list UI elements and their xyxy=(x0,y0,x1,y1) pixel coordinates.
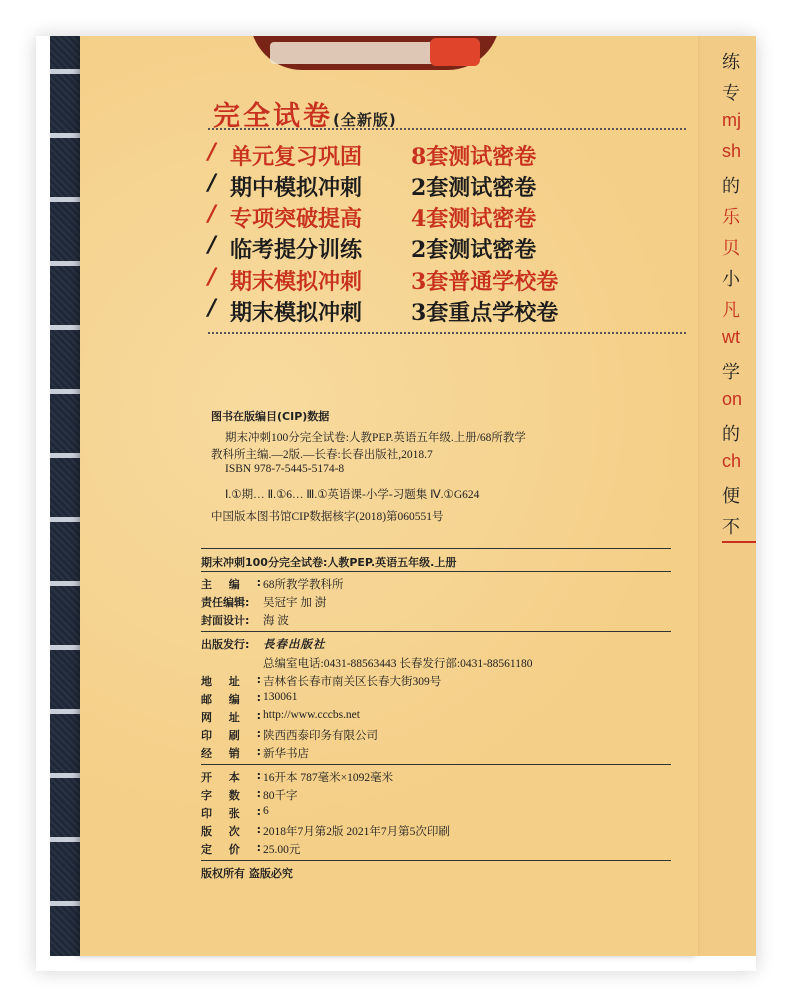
catalog-item: / 期末模拟冲刺 3套重点学校卷 xyxy=(208,296,559,326)
side-char: 凡 xyxy=(722,300,740,320)
side-char: 小 xyxy=(722,269,740,289)
rule xyxy=(201,860,671,861)
catalog-item: / 专项突破提高 4套测试密卷 xyxy=(208,202,537,232)
edition-label: (全新版) xyxy=(333,111,397,129)
cip-classification: Ⅰ.①期… Ⅱ.①6… Ⅲ.①英语课-小学-习题集 Ⅳ.①G624 xyxy=(225,489,480,501)
rule xyxy=(201,571,671,572)
side-char: wt xyxy=(722,327,740,347)
side-char: 的 xyxy=(722,176,740,196)
rule xyxy=(201,631,671,632)
side-char: on xyxy=(722,389,743,409)
side-char: 练 xyxy=(722,52,740,72)
catalog-item: / 期末模拟冲刺 3套普通学校卷 xyxy=(208,265,559,295)
side-divider xyxy=(722,541,756,543)
side-char: sh xyxy=(722,141,742,161)
side-char: 学 xyxy=(722,362,740,382)
adjacent-book-page xyxy=(696,36,756,956)
side-char: mj xyxy=(722,110,741,130)
catalog-item: / 临考提分训练 2套测试密卷 xyxy=(208,233,537,263)
catalog-item: / 单元复习巩固 8套测试密卷 xyxy=(208,140,537,170)
dotted-divider xyxy=(208,332,686,334)
cip-line: 期末冲刺100分完全试卷:人教PEP.英语五年级.上册/68所教学 xyxy=(225,432,526,444)
copyright-notice: 版权所有 盗版必究 xyxy=(201,867,293,880)
cover-banner-logo xyxy=(250,36,500,70)
side-char: 便 xyxy=(722,486,740,506)
dotted-divider xyxy=(208,128,686,130)
side-char: 专 xyxy=(722,83,740,103)
rule xyxy=(201,548,671,549)
side-char: 的 xyxy=(722,424,740,444)
book-title: 期末冲刺100分完全试卷:人教PEP.英语五年级.上册 xyxy=(201,556,457,569)
side-char: 乐 xyxy=(722,207,740,227)
catalog-title: 完全试卷(全新版) xyxy=(213,101,397,132)
side-char: ch xyxy=(722,451,742,471)
side-char: 贝 xyxy=(722,238,740,258)
copyright-page: 完全试卷(全新版) / 单元复习巩固 8套测试密卷 / 期中模拟冲刺 2套测试密卷 / 专项突破提高 4套测试密卷 / 临考提分训练 2套测试密卷 / 期末模拟冲刺 3套普通学校卷 / 期末模拟冲刺 3套重点学校卷 图书在版编目(CIP)数据 期末冲刺100分完全试卷:人教PEP.英语五年级.上册/68所教学 教科所主编.—2版.—长春:长春出版社,2018.7 ISBN 978-7-5445-5174-8 Ⅰ.①期… Ⅱ.①6… Ⅲ.①英语课-小学-习题集 Ⅳ.①G624 中国版本图书馆CIP数据核字(2018)第060551号 期末冲刺100分完全试卷:人教PEP.英语五年级.上册 主 编 : 68所教学教科所 责任编辑: 吴冠宇 加 澍 封面设计: 海 波 出版发行: 長春出版社 总编室电话:0431-88563443 长春发行部:0431-88561180 地 址 : 吉林省长春市南关区长春大街309号 邮 编 : 130061 网 址 : http://www.cccbs.net 印 刷 : 陕西西泰印务有限公司 经 销 : 新华书店 开 本 : 16开本 787毫米×1092毫米 字 数 : 80千字 印 张 : 6 版 次 : 2018年7月第2版 2021年7月第5次印刷 定 价 : 25.00元 版权所有 盗版必究 xyxy=(80,36,698,956)
cip-isbn: ISBN 978-7-5445-5174-8 xyxy=(225,463,345,475)
photo-frame xyxy=(36,36,756,971)
cip-line: 教科所主编.—2版.—长春:长春出版社,2018.7 xyxy=(211,449,433,461)
cip-heading: 图书在版编目(CIP)数据 xyxy=(211,410,330,423)
rule xyxy=(201,764,671,765)
catalog-item: / 期中模拟冲刺 2套测试密卷 xyxy=(208,171,537,201)
publisher-name: 長春出版社 xyxy=(263,637,326,651)
cip-verification: 中国版本图书馆CIP数据核字(2018)第060551号 xyxy=(211,511,444,523)
side-char: 不 xyxy=(722,517,740,537)
